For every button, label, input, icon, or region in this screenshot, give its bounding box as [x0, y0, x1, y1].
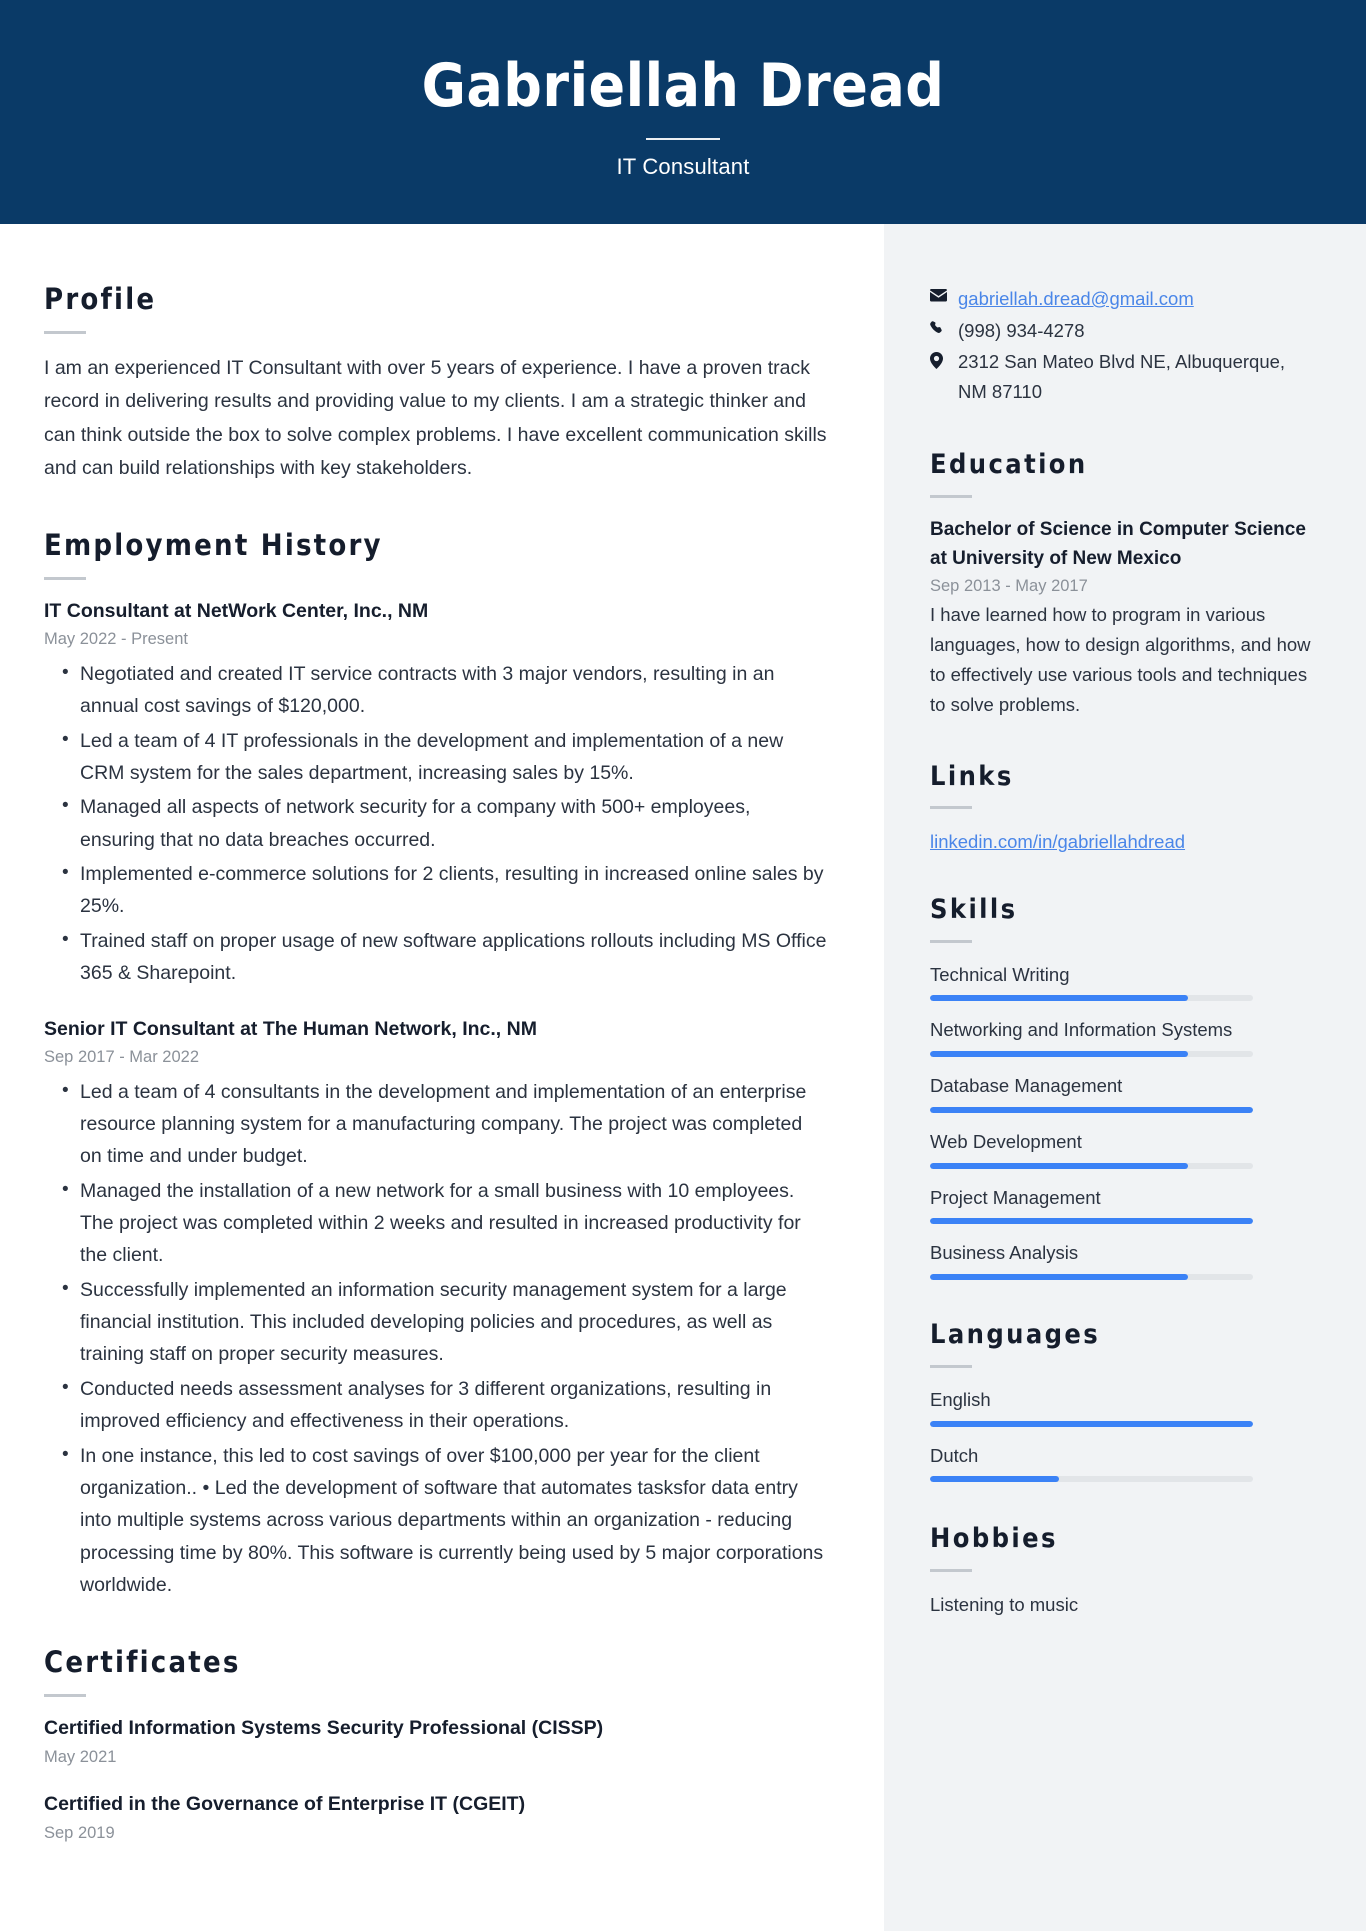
contact-link[interactable]: gabriellah.dread@gmail.com [958, 288, 1194, 309]
employment-bullet: • Negotiated and created IT service contracts with 3 major vendors, resulting in an annual cost savings of $120,000. [44, 658, 828, 723]
location-pin-icon [930, 347, 956, 369]
candidate-job-title: IT Consultant [616, 153, 750, 179]
contact-text: (998) 934-4278 [958, 319, 1085, 341]
language [930, 1386, 1318, 1427]
education-dates: Sep 2013 - May 2017 [930, 577, 1088, 596]
certificates-heading: Certificates [44, 1645, 241, 1680]
employment-list [44, 598, 828, 1601]
candidate-name: Gabriellah Dread [421, 50, 945, 121]
language-label: Dutch [930, 1444, 979, 1466]
employment-title: Senior IT Consultant at The Human Network, Inc., NM [44, 1017, 537, 1040]
skill-fill [930, 1107, 1253, 1113]
employment-bullet: • Led a team of 4 consultants in the development and implementation of an enterprise resource planning system for a manufacturing company. The project was completed on time and under budget. [44, 1076, 828, 1173]
education-heading: Education [930, 449, 1088, 481]
employment-bullet: • Implemented e-commerce solutions for 2 clients, resulting in increased online sales by 25%. [44, 858, 828, 923]
language-track [930, 1421, 1253, 1427]
language-track [930, 1476, 1253, 1482]
hobby-item: Listening to music [930, 1594, 1079, 1616]
employment-bullet: • In one instance, this led to cost savings of over $100,000 per year for the client organization.. • Led the development of software that automates tasksfor data entry into multiple systems across various departments within an organization - reducing processing time by 80%. This software is currently being used by 5 major corporations worldwide. [44, 1440, 828, 1602]
skill [930, 1239, 1318, 1280]
employment-bullets [44, 1076, 828, 1602]
contact-row [930, 347, 1318, 406]
skill-track [930, 1107, 1253, 1113]
certificate-item [44, 1791, 828, 1845]
certificate-date: Sep 2019 [44, 1823, 115, 1842]
skills-heading-rule [930, 940, 972, 943]
hobbies-heading-rule [930, 1569, 972, 1572]
skills-list [930, 961, 1318, 1281]
contact-text: 2312 San Mateo Blvd NE, Albuquerque, NM 87110 [958, 351, 1286, 402]
skill-label: Project Management [930, 1186, 1101, 1208]
contact-row[interactable] [930, 284, 1318, 314]
employment-bullets [44, 658, 828, 990]
employment-bullet: • Led a team of 4 IT professionals in the development and implementation of a new CRM system for the sales department, increasing sales by 15%. [44, 725, 828, 790]
education-degree: Bachelor of Science in Computer Science at University of New Mexico [930, 519, 1306, 569]
skill-label: Web Development [930, 1130, 1082, 1152]
main-column [0, 224, 884, 1931]
certificates-heading-rule [44, 1694, 86, 1697]
certificate-item [44, 1715, 828, 1769]
link-item[interactable] [930, 827, 1318, 857]
employment-bullet: • Trained staff on proper usage of new software applications rollouts including MS Office 365 & Sharepoint. [44, 925, 828, 990]
skill-track [930, 1163, 1253, 1169]
phone-icon [930, 316, 956, 337]
links-heading: Links [930, 760, 1014, 792]
profile-text: I am an experienced IT Consultant with over 5 years of experience. I have a proven track record in delivering results and providing value to my clients. I am a strategic thinker and can think outside the box to solve complex problems. I have excellent communication skills and can build relationships with key stakeholders. [44, 356, 827, 480]
employment-bullet: • Conducted needs assessment analyses for 3 different organizations, resulting in improved efficiency and effectiveness in their operations. [44, 1373, 828, 1438]
certificates-list [44, 1715, 828, 1845]
skill-fill [930, 1218, 1253, 1224]
skills-heading: Skills [930, 893, 1018, 925]
skill-track [930, 1274, 1253, 1280]
certificate-title: Certified Information Systems Security Professional (CISSP) [44, 1717, 604, 1740]
skill-fill [930, 1051, 1188, 1057]
envelope-icon [930, 284, 956, 302]
employment-item [44, 598, 828, 990]
skill-label: Business Analysis [930, 1242, 1079, 1264]
skill [930, 1016, 1318, 1057]
links-heading-rule [930, 806, 972, 809]
employment-bullet: • Managed all aspects of network security for a company with 500+ employees, ensuring that no data breaches occurred. [44, 791, 828, 856]
skill-fill [930, 995, 1188, 1001]
resume-header [0, 0, 1366, 224]
section-languages [930, 1320, 1318, 1482]
links-list [930, 827, 1318, 857]
languages-heading-rule [930, 1365, 972, 1368]
employment-bullet: • Managed the installation of a new network for a small business with 10 employees. The project was completed within 2 weeks and resulted in increased productivity for the client. [44, 1175, 828, 1272]
languages-list [930, 1386, 1318, 1483]
contact-block [930, 284, 1318, 406]
skill-track [930, 1051, 1253, 1057]
section-skills [930, 895, 1318, 1280]
profile-heading-rule [44, 331, 86, 334]
skill-fill [930, 1163, 1188, 1169]
skill-fill [930, 1274, 1188, 1280]
language-label: English [930, 1388, 991, 1410]
employment-dates: May 2022 - Present [44, 630, 188, 649]
skill-label: Database Management [930, 1075, 1123, 1097]
sidebar-column [884, 224, 1366, 1931]
section-links [930, 762, 1318, 857]
skill [930, 961, 1318, 1002]
section-education [930, 450, 1318, 719]
profile-link[interactable]: linkedin.com/in/gabriellahdread [930, 831, 1186, 853]
skill [930, 1184, 1318, 1225]
skill-track [930, 1218, 1253, 1224]
certificate-title: Certified in the Governance of Enterprise IT (CGEIT) [44, 1793, 526, 1816]
languages-heading: Languages [930, 1319, 1101, 1351]
contact-text[interactable] [956, 284, 1194, 314]
contact-row [930, 316, 1318, 346]
education-heading-rule [930, 495, 972, 498]
employment-item [44, 1016, 828, 1602]
section-certificates [44, 1647, 828, 1845]
language-fill [930, 1476, 1059, 1482]
section-employment-history [44, 530, 828, 1601]
hobbies-heading: Hobbies [930, 1523, 1058, 1555]
skill-label: Networking and Information Systems [930, 1019, 1233, 1041]
resume-body [0, 224, 1366, 1931]
employment-dates: Sep 2017 - Mar 2022 [44, 1047, 200, 1066]
certificate-date: May 2021 [44, 1747, 117, 1766]
employment-heading: Employment History [44, 528, 383, 563]
skill [930, 1072, 1318, 1113]
section-hobbies [930, 1524, 1318, 1619]
hobbies-list [930, 1590, 1318, 1620]
header-divider [646, 138, 720, 140]
education-description: I have learned how to program in various languages, how to design algorithms, and how to effectively use various tools and techniques to solve problems. [930, 603, 1311, 715]
language [930, 1442, 1318, 1483]
skill-label: Technical Writing [930, 963, 1070, 985]
employment-bullet: • Successfully implemented an information security management system for a large financial institution. This included developing policies and procedures, as well as training staff on proper security measures. [44, 1274, 828, 1371]
employment-title: IT Consultant at NetWork Center, Inc., NM [44, 599, 429, 622]
skill-track [930, 995, 1253, 1001]
employment-heading-rule [44, 577, 86, 580]
section-profile [44, 284, 828, 486]
skill [930, 1128, 1318, 1169]
profile-heading: Profile [44, 282, 157, 316]
language-fill [930, 1421, 1253, 1427]
